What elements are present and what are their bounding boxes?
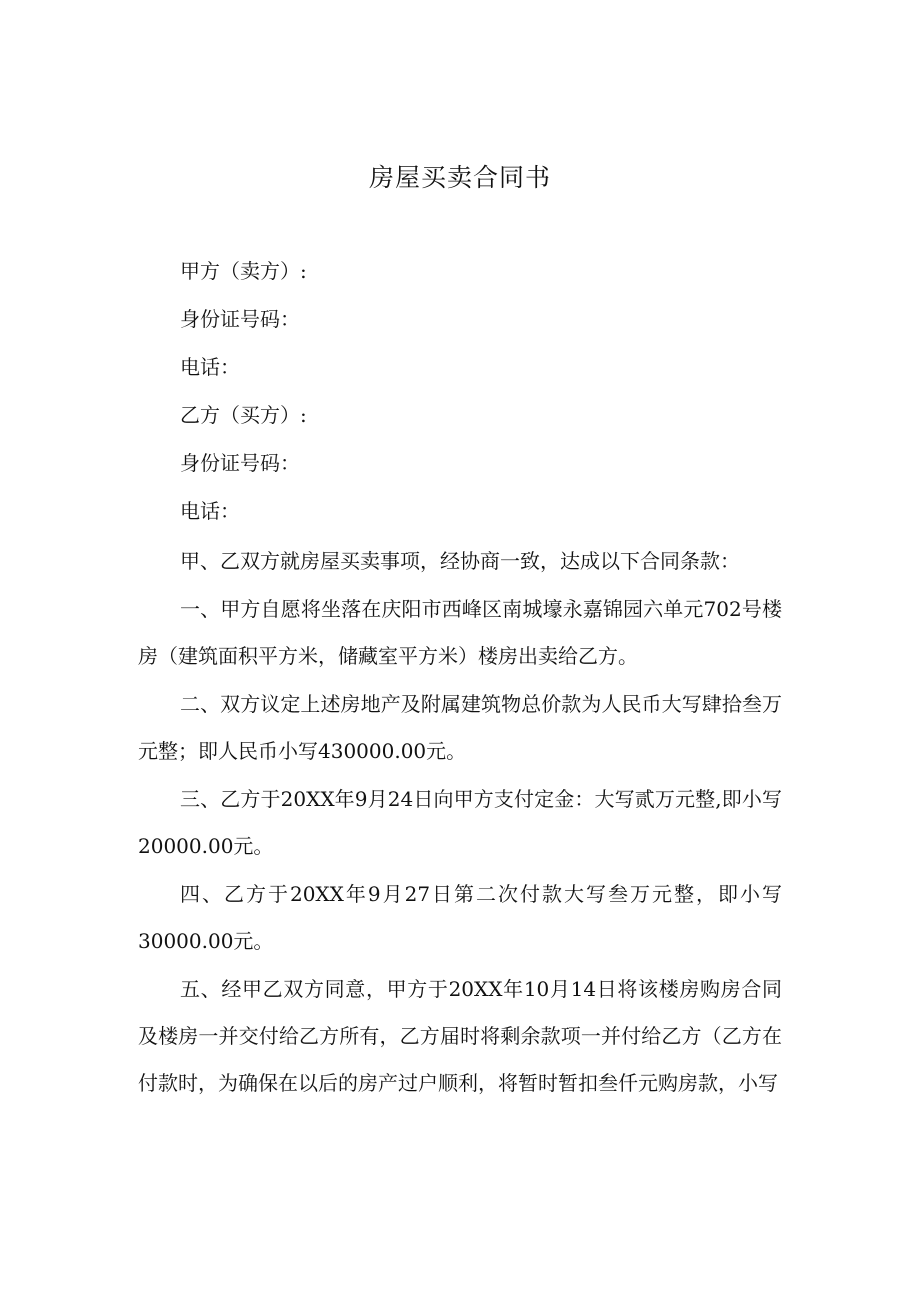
party-a-id-number: 身份证号码： bbox=[180, 307, 300, 331]
party-a-phone: 电话： bbox=[180, 355, 240, 379]
clause-5: 五、经甲乙双方同意，甲方于20XX年10月14日将该楼房购房合同及楼房一并交付给乙方所有，乙方届时将剩余款项一并付给乙方（乙方在付款时，为确保在以后的房产过户顺利，将暂时暂扣叁仟元购房款，小写 bbox=[138, 977, 782, 1095]
clause-2: 二、双方议定上述房地产及附属建筑物总价款为人民币大写肆拾叁万元整；即人民币小写430000.00元。 bbox=[138, 692, 782, 763]
party-b-label: 乙方（买方）: bbox=[180, 403, 307, 427]
party-b-phone: 电话： bbox=[180, 499, 240, 523]
clause-3: 三、乙方于20XX年9月24日向甲方支付定金：大写贰万元整,即小写20000.00元。 bbox=[138, 787, 782, 858]
party-a-label: 甲方（卖方）: bbox=[180, 259, 307, 283]
clause-4: 四、乙方于20XX年9月27日第二次付款大写叁万元整，即小写30000.00元。 bbox=[138, 882, 782, 953]
party-b-id-number: 身份证号码： bbox=[180, 451, 300, 475]
clause-1: 一、甲方自愿将坐落在庆阳市西峰区南城壕永嘉锦园六单元702号楼房（建筑面积平方米，储藏室平方米）楼房出卖给乙方。 bbox=[138, 597, 782, 668]
intro-paragraph: 甲、乙双方就房屋买卖事项，经协商一致，达成以下合同条款： bbox=[180, 549, 740, 573]
document-title: 房屋买卖合同书 bbox=[368, 163, 551, 192]
